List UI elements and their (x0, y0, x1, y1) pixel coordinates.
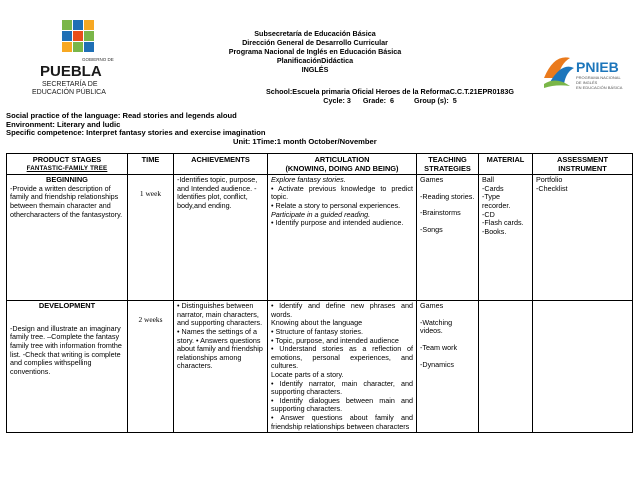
svg-text:DE INGLÉS: DE INGLÉS (576, 80, 598, 85)
table-row (7, 301, 633, 433)
cell-time: 2 weeks (128, 301, 174, 433)
svg-text:EN EDUCACIÓN BÁSICA: EN EDUCACIÓN BÁSICA (576, 85, 623, 90)
header-time: TIME (128, 154, 174, 175)
table-header-row (7, 154, 633, 175)
header-achievements: ACHIEVEMENTS (174, 154, 268, 175)
svg-text:EDUCACIÓN PÚBLICA: EDUCACIÓN PÚBLICA (32, 89, 106, 96)
cell-articulation: • Identify and define new phrases and words. Knowing about the language • Structure of fantasy stories. • Topic, purpose, and intended audience • Understand stories as a reflection of emotions, personal experiences, and cultures. Locate parts of a story. • Identify narrator, main character, and supporting characters. • Identify dialogues between main and supporting characters. • Answer questions about family and friendship relationships between characters (268, 301, 417, 433)
cell-assessment: Portfolio -Checklist (533, 175, 633, 301)
cell-teaching: Games -Watching videos. -Team work -Dynamics (417, 301, 479, 433)
puebla-government-logo (22, 18, 132, 100)
header-line-5: INGLÉS (301, 65, 329, 74)
header-line-2: Dirección General de Desarrollo Curricular (242, 38, 388, 47)
header-line-1: Subsecretaría de Educación Básica (254, 29, 376, 38)
svg-text:PNIEB: PNIEB (576, 59, 619, 75)
cell-material (479, 301, 533, 433)
environment: Environment: Literary and ludic (6, 119, 121, 129)
svg-text:PUEBLA: PUEBLA (40, 63, 102, 80)
svg-text:GOBIERNO DE: GOBIERNO DE (82, 57, 114, 62)
header-assessment: ASSESSMENT INSTRUMENT (533, 154, 633, 175)
school-line: School:Escuela primaria Oficial Heroes de la ReformaC.C.T.21EPR0183G (265, 87, 515, 96)
cell-articulation: Explore fantasy stories. • Activate previous knowledge to predict topic. • Relate a story to personal experiences. Participate in a guided reading. • Identify purpose and intended audience. (268, 175, 417, 301)
header-product-stages: PRODUCT STAGES FANTASTIC-FAMILY TREE (7, 154, 128, 175)
unit-time: Unit: 1Time:1 month October/November (233, 136, 377, 146)
svg-text:PROGRAMA NACIONAL: PROGRAMA NACIONAL (576, 75, 621, 80)
cycle-line: Cycle: 3 Grade: 6 Group (s): 5 (323, 96, 457, 105)
pnieb-logo (540, 48, 635, 94)
specific-competence: Specific competence: Interpret fantasy stories and exercise imagination (6, 128, 266, 138)
header-line-3: Programa Nacional de Inglés en Educación Básica (228, 47, 402, 56)
cell-time: 1 week (128, 175, 174, 301)
plan-meta (6, 112, 626, 146)
cell-assessment (533, 301, 633, 433)
cell-teaching: Games -Reading stories. -Brainstorms -Songs (417, 175, 479, 301)
header-articulation: ARTICULATION (KNOWING, DOING AND BEING) (268, 154, 417, 175)
cell-stage-beginning: BEGINNING -Provide a written description of family and friendship relationships between themain character and othercharacters of the fantasystory. (7, 175, 128, 301)
header-line-4: PlanificaciónDidáctica (276, 56, 354, 65)
cell-achievements: • Distinguishes between narrator, main characters, and supporting characters. • Names the settings of a story. • Answers questions about family and friendship relationships among characters. (174, 301, 268, 433)
table-row (7, 175, 633, 301)
puebla-emblem-icon (62, 20, 94, 52)
cell-material: Ball -Cards -Type recorder. -CD -Flash cards. -Books. (479, 175, 533, 301)
cell-stage-development: DEVELOPMENT -Design and illustrate an imaginary family tree. –Complete the fantasy family tree with information fromthe list. -Check that writing is complete and complies withspelling conventions. (7, 301, 128, 433)
social-practice: Social practice of the language: Read stories and legends aloud (6, 111, 237, 120)
header-material: MATERIAL (479, 154, 533, 175)
cell-achievements: -Identifies topic, purpose, and Intended audience. -Identifies plot, conflict, body,and ending. (174, 175, 268, 301)
planning-table (6, 153, 633, 433)
pnieb-emblem-icon (544, 57, 574, 88)
svg-text:SECRETARÍA DE: SECRETARÍA DE (42, 81, 98, 88)
header-teaching-strategies: TEACHING STRATEGIES (417, 154, 479, 175)
